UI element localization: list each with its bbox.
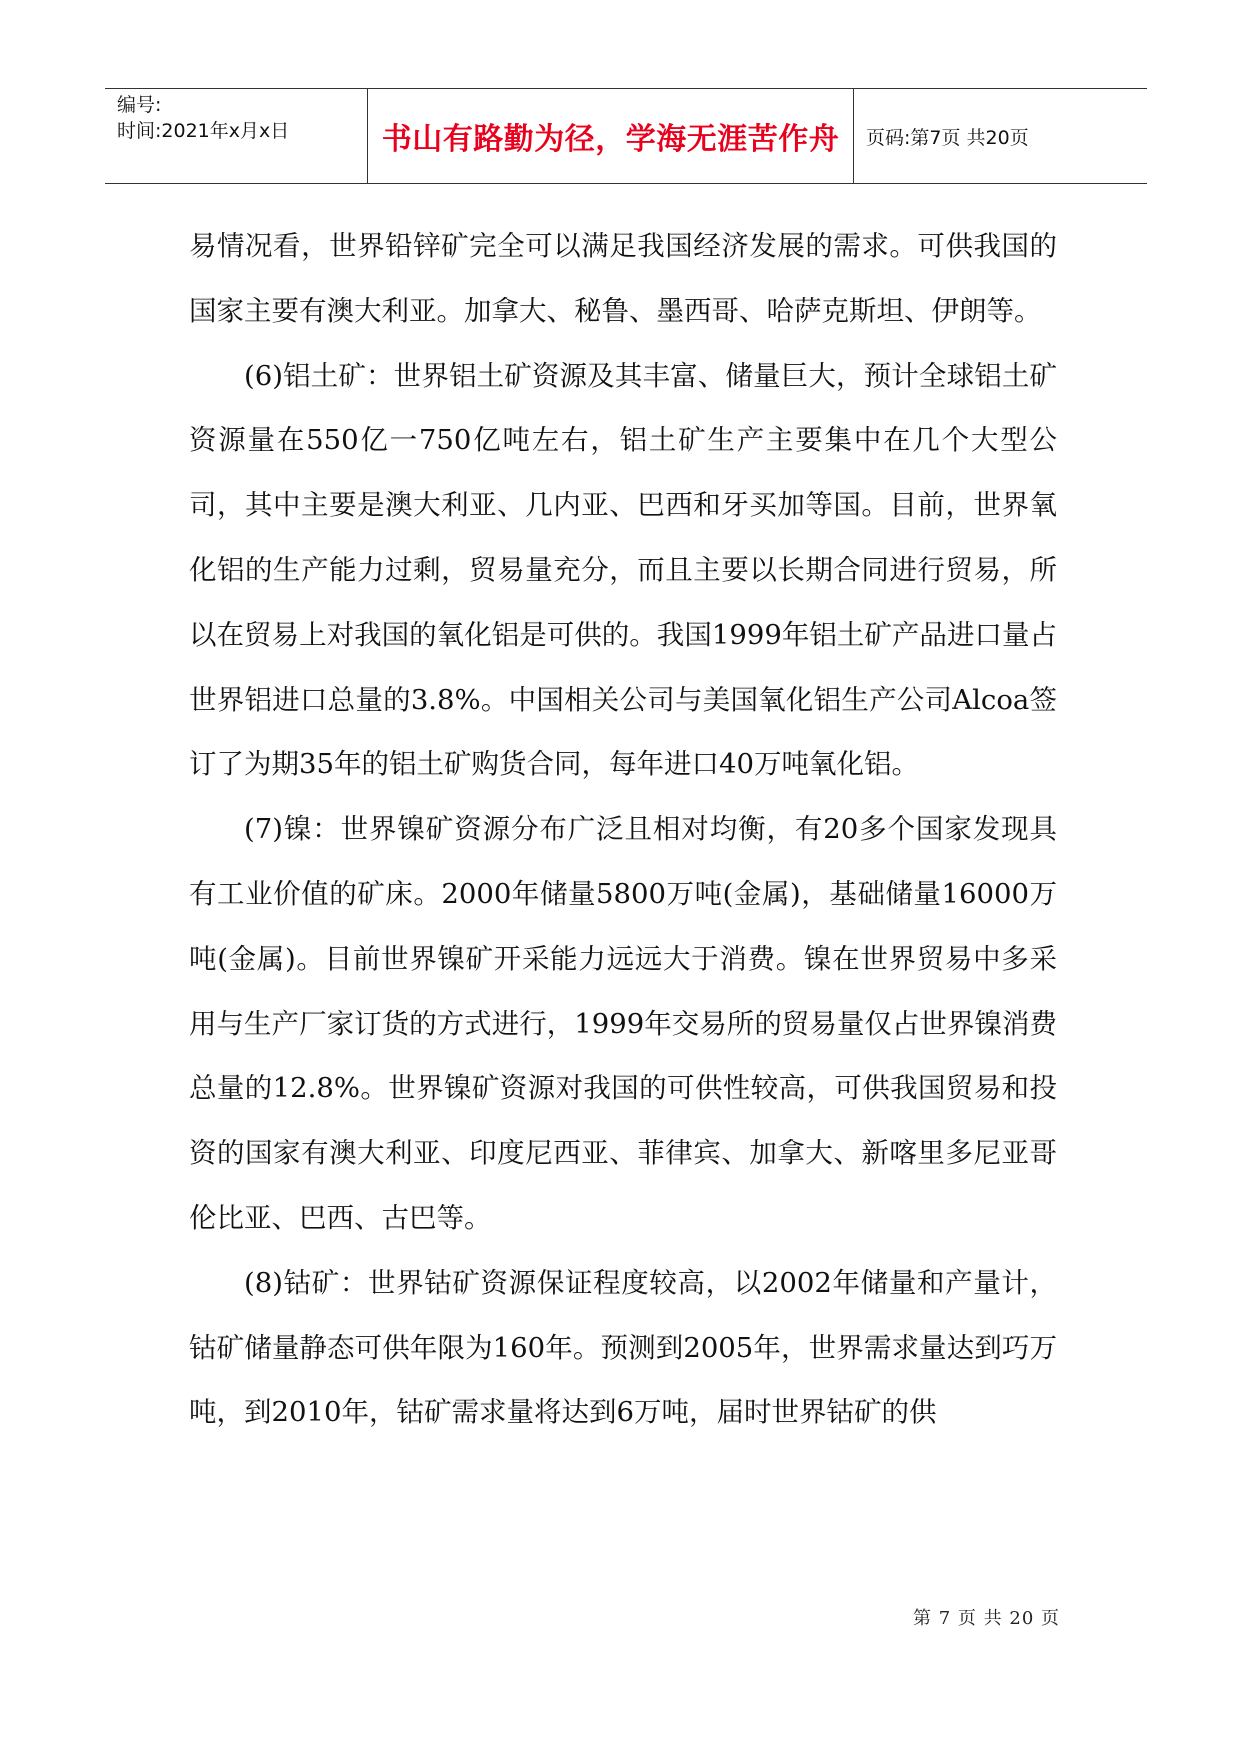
document-time-label: 时间:2021年x月x日 [117,120,290,142]
header-page-cell [854,89,1147,183]
document-number-label: 编号: [117,94,162,116]
header-meta [105,89,368,183]
paragraph-lead-zinc-continued: 易情况看，世界铅锌矿完全可以满足我国经济发展的需求。可供我国的国家主要有澳大利亚。加拿大、秘鲁、墨西哥、哈萨克斯坦、伊朗等。 [189,230,1057,327]
page-header [105,88,1147,184]
document-body [189,214,1057,1445]
paragraph-bauxite: (6)铝土矿：世界铝土矿资源及其丰富、储量巨大，预计全球铝土矿资源量在550亿一750亿吨左右，铝土矿生产主要集中在几个大型公司，其中主要是澳大利亚、几内亚、巴西和牙买加等国。目前，世界氧化铝的生产能力过剩，贸易量充分，而且主要以长期合同进行贸易，所以在贸易上对我国的氧化铝是可供的。我国1999年铝土矿产品进口量占世界铝进口总量的3.8%。中国相关公司与美国氧化铝生产公司Alcoa签订了为期35年的铝土矿购货合同，每年进口40万吨氧化铝。 [189,359,1057,781]
header-motto: 书山有路勤为径，学海无涯苦作舟 [381,122,840,157]
paragraph-nickel: (7)镍：世界镍矿资源分布广泛且相对均衡，有20多个国家发现具有工业价值的矿床。2000年储量5800万吨(金属)，基础储量16000万吨(金属)。目前世界镍矿开采能力远远大于消费。镍在世界贸易中多采用与生产厂家订货的方式进行，1999年交易所的贸易量仅占世界镍消费总量的12.8%。世界镍矿资源对我国的可供性较高，可供我国贸易和投资的国家有澳大利亚、印度尼西亚、菲律宾、加拿大、新喀里多尼亚哥伦比亚、巴西、古巴等。 [189,813,1057,1234]
paragraph-cobalt: (8)钴矿：世界钴矿资源保证程度较高，以2002年储量和产量计，钴矿储量静态可供年限为160年。预测到2005年，世界需求量达到巧万吨，到2010年，钴矿需求量将达到6万吨，届时世界钴矿的供 [189,1266,1057,1429]
header-page-label: 页码:第7页 共20页 [866,126,1029,149]
page-footer: 第 7 页 共 20 页 [913,1608,1060,1629]
header-motto-cell [368,89,854,183]
